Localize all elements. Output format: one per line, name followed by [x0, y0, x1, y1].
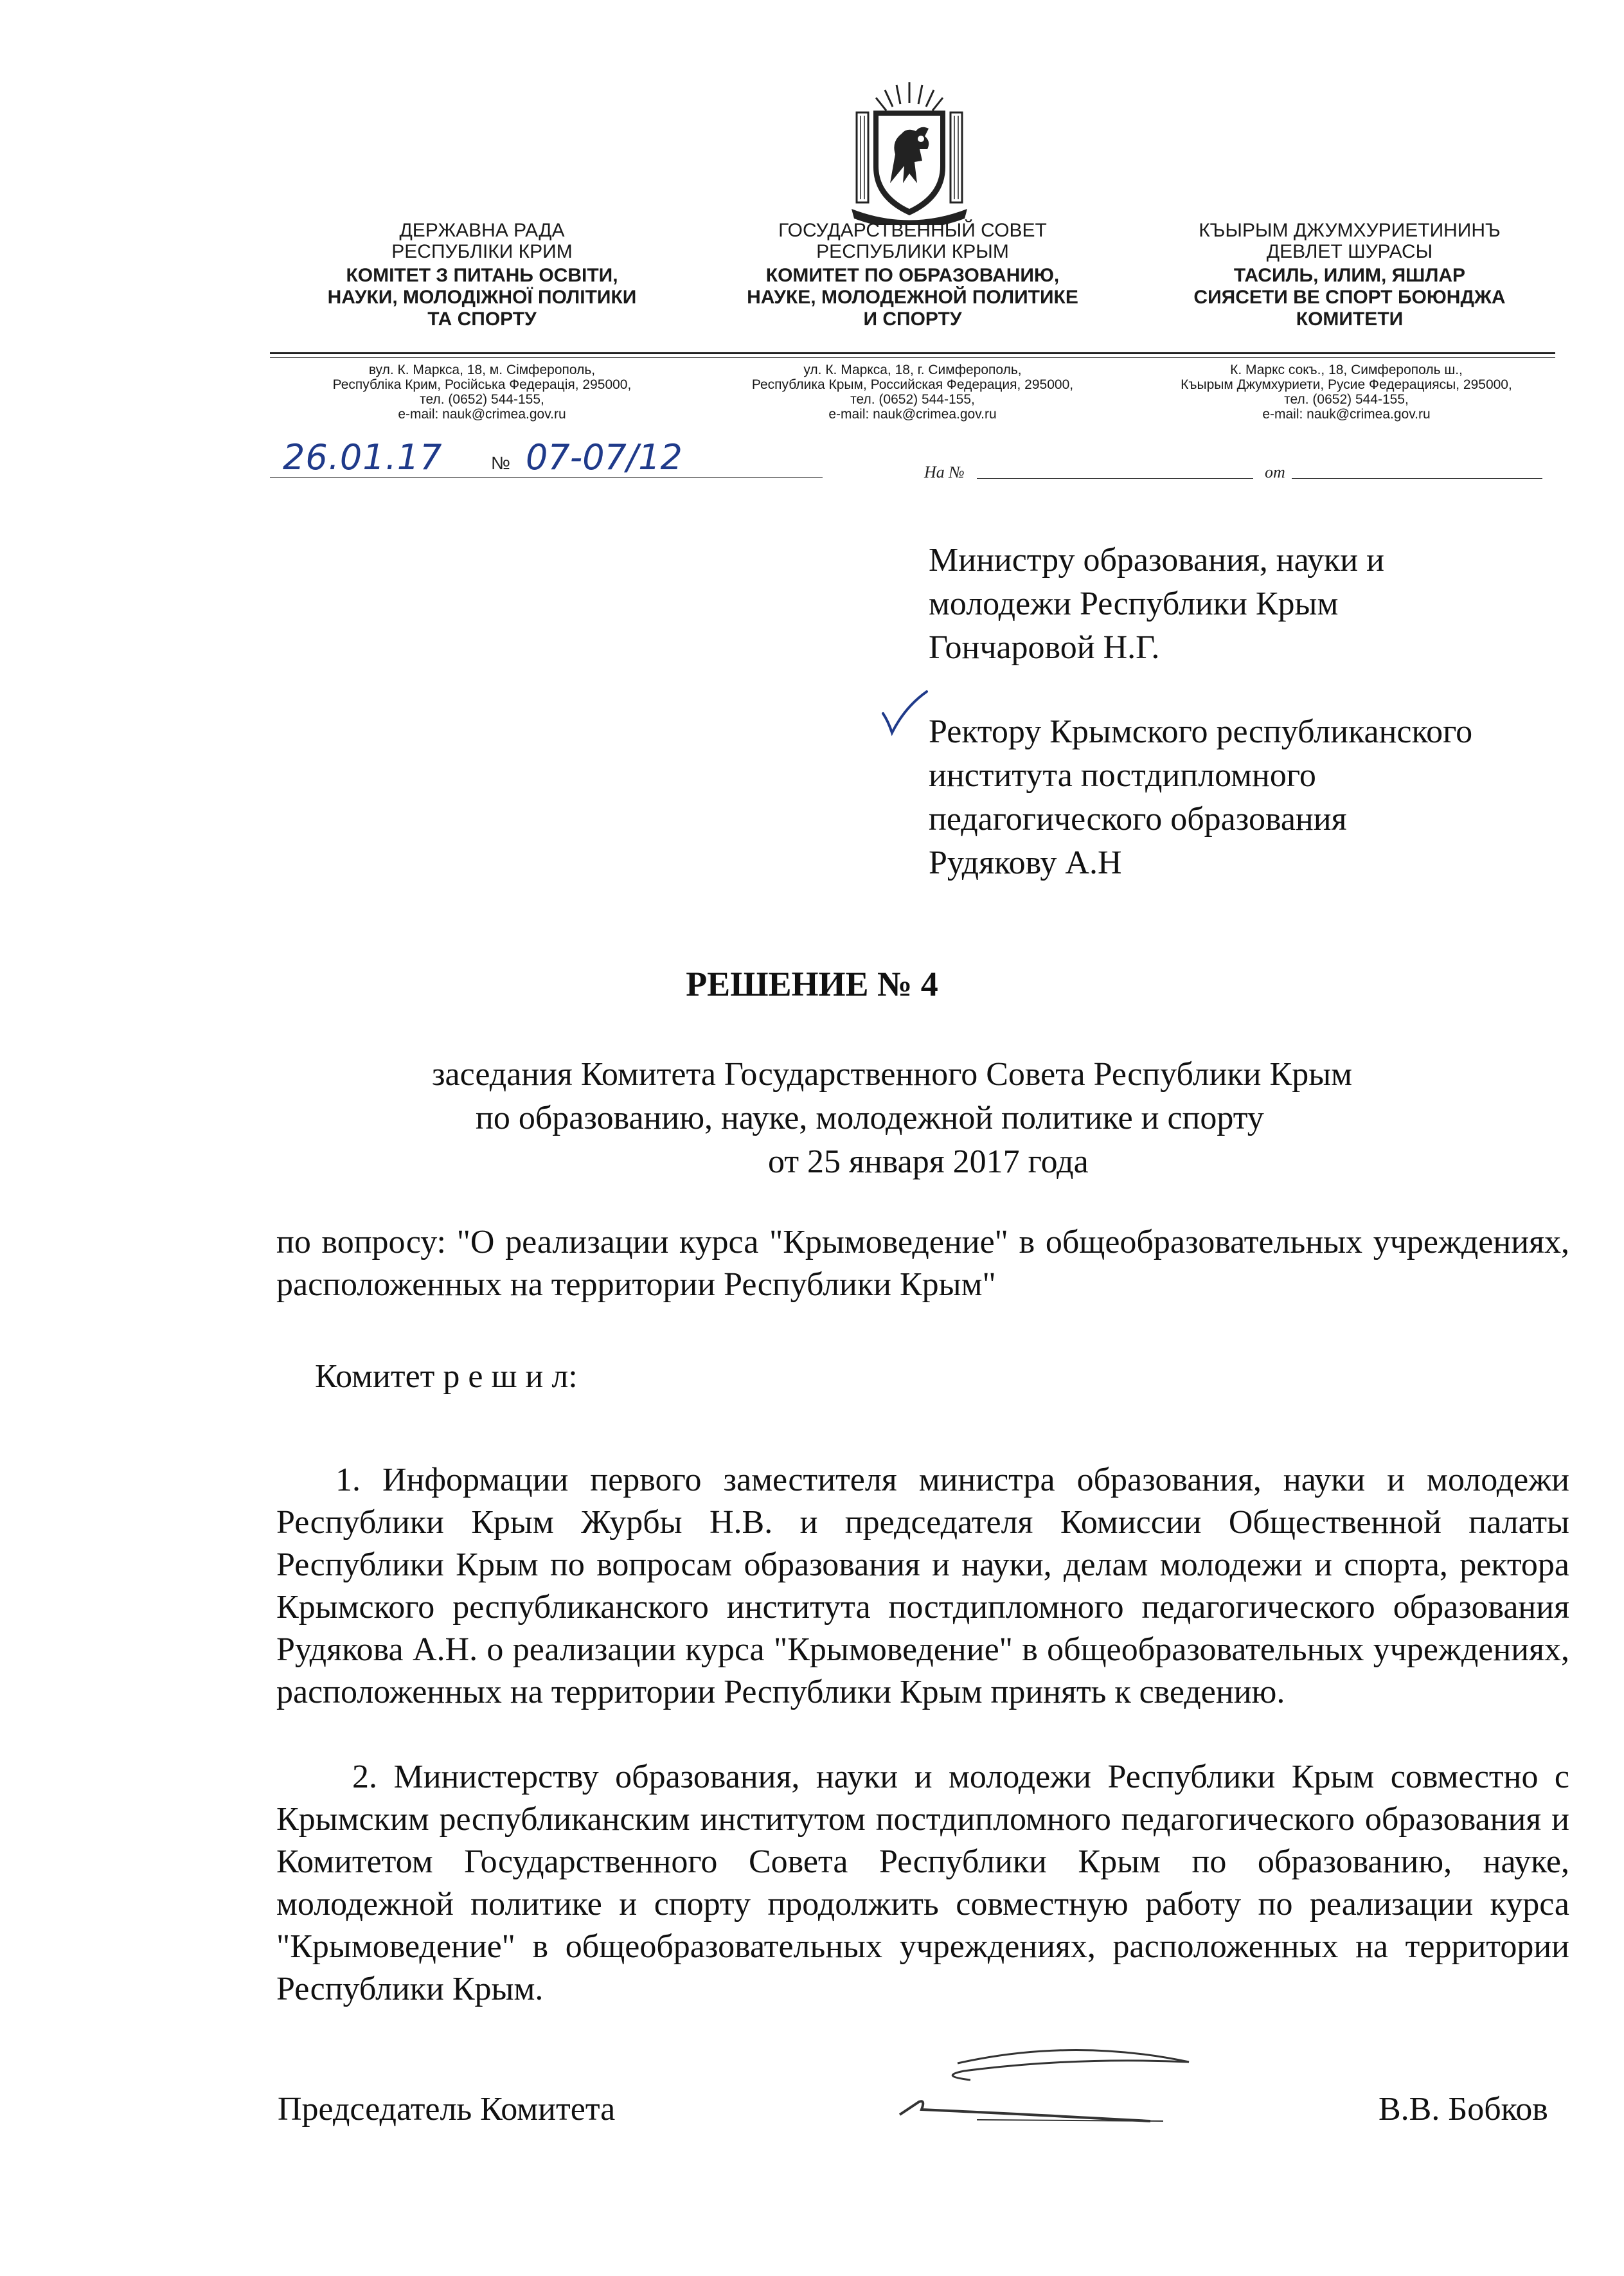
- decision-item-1: 1. Информации первого заместителя министра образования, науки и молодежи Республики Крым Журбы Н.В. и председателя Комиссии Общественной палаты Республики Крым по вопросам образования и науки, делам молодежи и спорта, ректора Крымского республиканского института постдипломного педагогического образования Рудякова А.Н. о реализации курса "Крымоведение" в общеобразовательных учреждениях, расположенных на территории Республики Крым принять к сведению.: [276, 1462, 1569, 1710]
- decision-title: РЕШЕНИЕ № 4: [686, 965, 938, 1003]
- address-line: Къырым Джумхуриети, Русие Федерациясы, 295000,: [1181, 377, 1512, 392]
- addressee-line: Гончаровой Н.Г.: [929, 629, 1160, 666]
- addressee-line: Ректору Крымского республиканского: [929, 713, 1473, 750]
- address-line: тел. (0652) 544-155,: [420, 392, 544, 407]
- addressee-line: Рудякову А.Н: [929, 845, 1122, 881]
- signatory-name: В.В. Бобков: [1379, 2091, 1548, 2128]
- reply-date-label: от: [1265, 463, 1285, 481]
- addressee-line: молодежи Республики Крым: [929, 586, 1339, 622]
- committee-name-line: КОМИТЕТИ: [1296, 309, 1404, 330]
- address-ukrainian: [276, 363, 688, 422]
- address-line: Республика Крым, Российская Федерация, 295000,: [751, 377, 1074, 392]
- org-name-line: ДЕРЖАВНА РАДА: [399, 220, 565, 241]
- committee-name-line: ТАСИЛЬ, ИЛИМ, ЯШЛАР: [1233, 265, 1466, 286]
- committee-name-line: СИЯСЕТИ ВЕ СПОРТ БОЮНДЖА: [1193, 287, 1506, 308]
- address-line: тел. (0652) 544-155,: [1284, 392, 1409, 407]
- committee-name-line: И СПОРТУ: [863, 309, 962, 330]
- org-name-line: РЕСПУБЛИКИ КРЫМ: [816, 241, 1009, 262]
- address-line: e-mail: nauk@crimea.gov.ru: [1262, 407, 1431, 422]
- addressee-rector: [929, 710, 1603, 885]
- addressee-line: Министру образования, науки и: [929, 542, 1384, 578]
- org-name-line: ГОСУДАРСТВЕННЫЙ СОВЕТ: [778, 220, 1047, 241]
- registration-underline: [270, 477, 823, 478]
- addressee-minister: [929, 539, 1603, 670]
- committee-name-line: НАУКИ, МОЛОДІЖНОЇ ПОЛІТИКИ: [327, 287, 637, 308]
- committee-name-line: КОМІТЕТ З ПИТАНЬ ОСВІТИ,: [346, 265, 618, 286]
- registration-number-label: №: [491, 453, 511, 473]
- org-name-line: ДЕВЛЕТ ШУРАСЫ: [1266, 241, 1433, 262]
- address-russian: [700, 363, 1125, 422]
- handwritten-signature: [880, 2038, 1215, 2134]
- reply-number-label: На №: [924, 463, 965, 481]
- header-column-ukrainian: [257, 220, 707, 330]
- header-column-russian: [681, 220, 1144, 330]
- address-line: К. Маркс сокъ., 18, Симферополь ш.,: [1230, 363, 1463, 377]
- committee-name-line: ТА СПОРТУ: [427, 309, 537, 330]
- signatory-position: Председатель Комитета: [278, 2091, 616, 2128]
- meeting-line: заседания Комитета Государственного Совета Республики Крым: [432, 1056, 1353, 1093]
- reply-date-underline: [1292, 478, 1542, 479]
- address-line: тел. (0652) 544-155,: [850, 392, 975, 407]
- address-line: вул. К. Маркса, 18, м. Сімферополь,: [368, 363, 596, 377]
- reply-number-underline: [977, 478, 1253, 479]
- meeting-date: от 25 января 2017 года: [768, 1143, 1089, 1180]
- address-line: e-mail: nauk@crimea.gov.ru: [828, 407, 997, 422]
- decision-item-2: 2. Министерству образования, науки и молодежи Республики Крым совместно с Крымским республиканским институтом постдипломного педагогического образования и Комитетом Государственного Совета Республики Крым по образованию, науке, молодежной политике и спорту продолжить совместную работу по реализации курса "Крымоведение" в общеобразовательных учреждениях, расположенных на территории Республики Крым.: [276, 1759, 1569, 2007]
- address-line: Республіка Крим, Російська Федерація, 295000,: [332, 377, 632, 392]
- meeting-line: по образованию, науке, молодежной политике и спорту: [476, 1100, 1264, 1136]
- header-divider: [270, 352, 1555, 354]
- checkmark-icon: [879, 688, 931, 739]
- address-line: ул. К. Маркса, 18, г. Симферополь,: [803, 363, 1022, 377]
- addressee-line: педагогического образования: [929, 801, 1347, 838]
- registration-number: 07-07/12: [526, 437, 683, 478]
- org-name-line: КЪЫРЫМ ДЖУМХУРИЕТИНИНЪ: [1199, 220, 1501, 241]
- header-divider-thin: [270, 357, 1555, 358]
- crimea-emblem-icon: [845, 77, 974, 225]
- resolved-heading: Комитет р е ш и л:: [315, 1358, 578, 1395]
- registration-date: 26.01.17: [283, 437, 443, 478]
- committee-name-line: НАУКЕ, МОЛОДЕЖНОЙ ПОЛИТИКЕ: [747, 287, 1078, 308]
- committee-name-line: КОМИТЕТ ПО ОБРАЗОВАНИЮ,: [765, 265, 1060, 286]
- addressee-line: института постдипломного: [929, 757, 1316, 794]
- address-line: e-mail: nauk@crimea.gov.ru: [398, 407, 566, 422]
- header-column-crimean-tatar: [1131, 220, 1568, 330]
- question-paragraph: по вопросу: "О реализации курса "Крымоведение" в общеобразовательных учреждениях, расположенных на территории Республики Крым": [276, 1224, 1569, 1303]
- org-name-line: РЕСПУБЛІКИ КРИМ: [391, 241, 573, 262]
- address-crimean-tatar: [1131, 363, 1562, 422]
